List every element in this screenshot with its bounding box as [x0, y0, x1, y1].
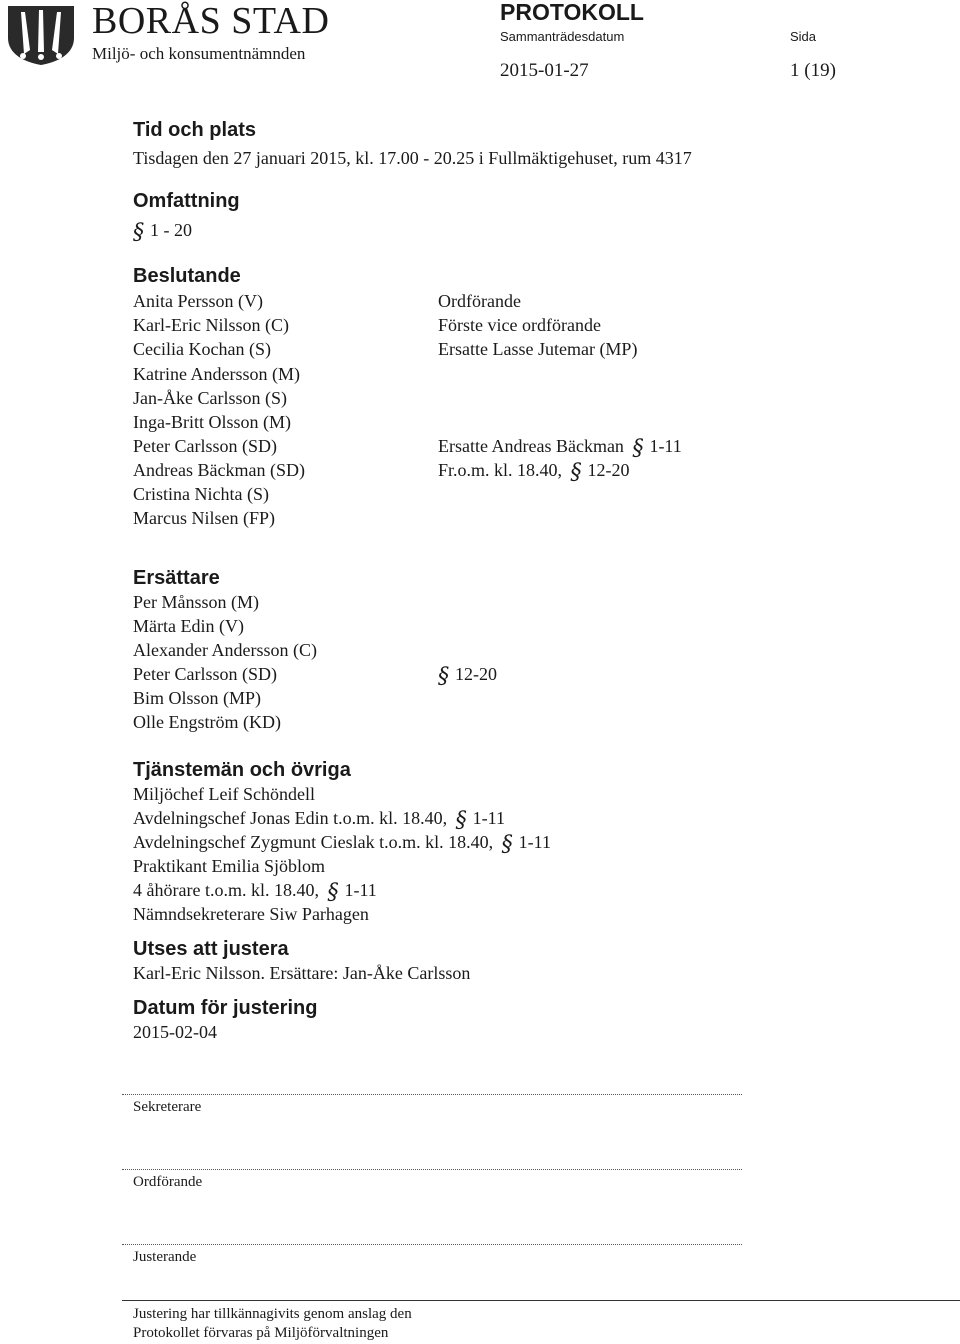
- ersattare-name: Olle Engström (KD): [133, 712, 281, 732]
- beslutande-name: Cecilia Kochan (S): [133, 339, 271, 359]
- section-heading-tjanstemen: Tjänstemän och övriga: [133, 759, 351, 781]
- footer-note-anslag: Justering har tillkännagivits genom anslag den: [133, 1306, 412, 1322]
- beslutande-note: Ersatte Andreas Bäckman § 1-11: [438, 436, 682, 461]
- page-label: Sida: [790, 29, 817, 44]
- paragraph-icon: §: [501, 832, 513, 857]
- page-number: 1 (19): [790, 60, 836, 81]
- paragraph-icon: §: [632, 436, 644, 461]
- city-logo-icon: [6, 4, 76, 66]
- ersattare-name: Märta Edin (V): [133, 616, 244, 636]
- section-heading-ersattare: Ersättare: [133, 567, 220, 589]
- meeting-date-value: 2015-01-27: [500, 60, 589, 81]
- org-subtitle: Miljö- och konsumentnämnden: [92, 44, 306, 63]
- section-heading-justera: Utses att justera: [133, 938, 289, 960]
- tjanstemen-item: Avdelningschef Jonas Edin t.o.m. kl. 18.40, § 1-11: [133, 808, 505, 833]
- beslutande-note: Ersatte Lasse Jutemar (MP): [438, 339, 638, 359]
- beslutande-name: Peter Carlsson (SD): [133, 436, 277, 456]
- paragraph-icon: §: [570, 460, 582, 485]
- beslutande-note: Förste vice ordförande: [438, 315, 601, 335]
- ersattare-name: Per Månsson (M): [133, 592, 259, 612]
- signature-label-justerande: Justerande: [133, 1249, 197, 1265]
- paragraph-icon: §: [327, 880, 339, 905]
- meeting-date-label: Sammanträdesdatum: [500, 29, 625, 44]
- beslutande-name: Anita Persson (V): [133, 291, 263, 311]
- beslutande-note: Fr.o.m. kl. 18.40, § 12-20: [438, 460, 630, 485]
- ersattare-name: Alexander Andersson (C): [133, 640, 317, 660]
- ersattare-name: Bim Olsson (MP): [133, 688, 262, 708]
- tid-text: Tisdagen den 27 januari 2015, kl. 17.00 - 20.25 i Fullmäktigehuset, rum 4317: [133, 148, 692, 168]
- justera-text: Karl-Eric Nilsson. Ersättare: Jan-Åke Carlsson: [133, 963, 471, 983]
- beslutande-name: Jan-Åke Carlsson (S): [133, 388, 287, 408]
- signature-label-sekreterare: Sekreterare: [133, 1099, 202, 1115]
- omfattning-text: § 1 - 20: [133, 220, 192, 245]
- document-type: PROTOKOLL: [500, 0, 644, 25]
- tjanstemen-item: Praktikant Emilia Sjöblom: [133, 856, 325, 876]
- signature-label-ordforande: Ordförande: [133, 1174, 203, 1190]
- signature-line: [122, 1094, 742, 1095]
- beslutande-name: Andreas Bäckman (SD): [133, 460, 305, 480]
- beslutande-name: Inga-Britt Olsson (M): [133, 412, 291, 432]
- beslutande-name: Marcus Nilsen (FP): [133, 508, 275, 528]
- section-heading-datum: Datum för justering: [133, 997, 318, 1019]
- ersattare-note: § 12-20: [438, 664, 497, 689]
- tjanstemen-item: Miljöchef Leif Schöndell: [133, 784, 315, 804]
- beslutande-name: Katrine Andersson (M): [133, 364, 300, 384]
- datum-text: 2015-02-04: [133, 1022, 217, 1042]
- org-name: BORÅS STAD: [92, 0, 330, 42]
- signature-line: [122, 1169, 742, 1170]
- paragraph-icon: §: [133, 220, 144, 245]
- section-heading-tid: Tid och plats: [133, 119, 256, 141]
- beslutande-name: Cristina Nichta (S): [133, 484, 269, 504]
- beslutande-note: Ordförande: [438, 291, 521, 311]
- beslutande-name: Karl-Eric Nilsson (C): [133, 315, 289, 335]
- tjanstemen-item: 4 åhörare t.o.m. kl. 18.40, § 1-11: [133, 880, 377, 905]
- footer-rule: [122, 1300, 960, 1301]
- tjanstemen-item: Nämndsekreterare Siw Parhagen: [133, 904, 369, 924]
- tjanstemen-item: Avdelningschef Zygmunt Cieslak t.o.m. kl. 18.40, § 1-11: [133, 832, 551, 857]
- paragraph-icon: §: [438, 664, 449, 689]
- section-heading-beslutande: Beslutande: [133, 265, 241, 287]
- section-heading-omfattning: Omfattning: [133, 190, 240, 212]
- paragraph-icon: §: [455, 808, 467, 833]
- footer-note-forvaras: Protokollet förvaras på Miljöförvaltningen: [133, 1325, 389, 1341]
- signature-line: [122, 1244, 742, 1245]
- ersattare-name: Peter Carlsson (SD): [133, 664, 277, 684]
